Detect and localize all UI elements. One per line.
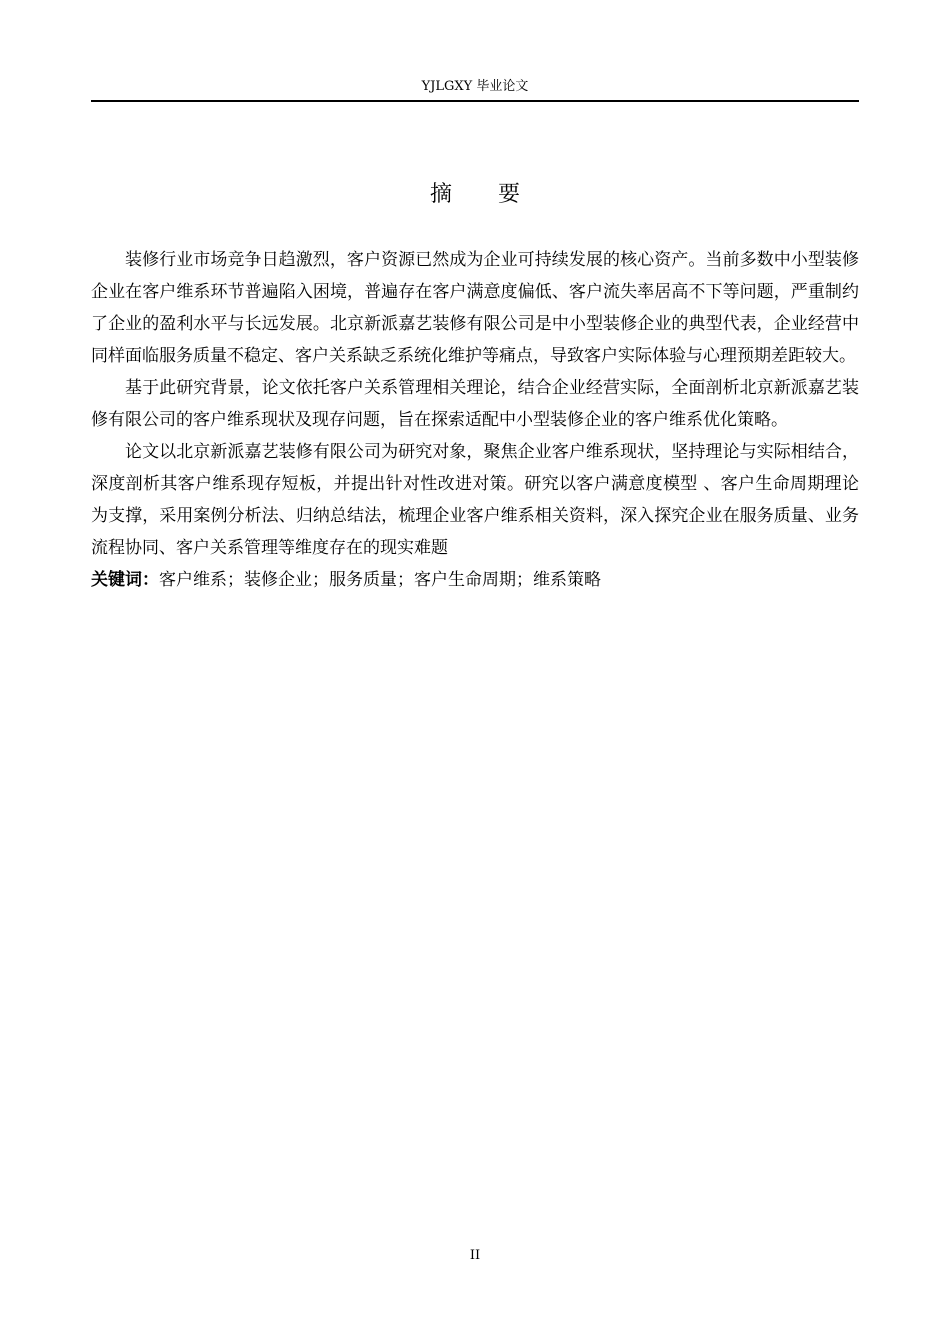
abstract-paragraph-2: 基于此研究背景，论文依托客户关系管理相关理论，结合企业经营实际，全面剖析北京新派嘉艺装修有限公司的客户维系现状及现存问题，旨在探索适配中小型装修企业的客户维系优化策略。 [91, 378, 859, 430]
header-rule [91, 100, 859, 102]
abstract-paragraph-1: 装修行业市场竞争日趋激烈，客户资源已然成为企业可持续发展的核心资产。当前多数中小型装修企业在客户维系环节普遍陷入困境，普遍存在客户满意度偏低、客户流失率居高不下等问题，严重制约了企业的盈利水平与长远发展。北京新派嘉艺装修有限公司是中小型装修企业的典型代表，企业经营中同样面临服务质量不稳定、客户关系缺乏系统化维护等痛点，导致客户实际体验与心理预期差距较大。 [91, 250, 859, 366]
abstract-paragraph-3: 论文以北京新派嘉艺装修有限公司为研究对象，聚焦企业客户维系现状，坚持理论与实际相结合，深度剖析其客户维系现存短板，并提出针对性改进对策。研究以客户满意度模型 、客户生命周期理论为支撑，采用案例分析法、归纳总结法，梳理企业客户维系相关资料，深入探究企业在服务质量、业务流程协同、客户关系管理等维度存在的现实难题 [91, 442, 859, 558]
page-number: II [469, 1248, 481, 1263]
keywords-line [91, 564, 859, 596]
page-header: YJLGXY 毕业论文 [421, 79, 529, 94]
abstract-body [91, 244, 859, 596]
keywords-label: 关键词： [91, 570, 159, 590]
keywords-value: 客户维系；装修企业；服务质量；客户生命周期；维系策略 [159, 570, 601, 590]
abstract-title: 摘要 [429, 182, 566, 207]
